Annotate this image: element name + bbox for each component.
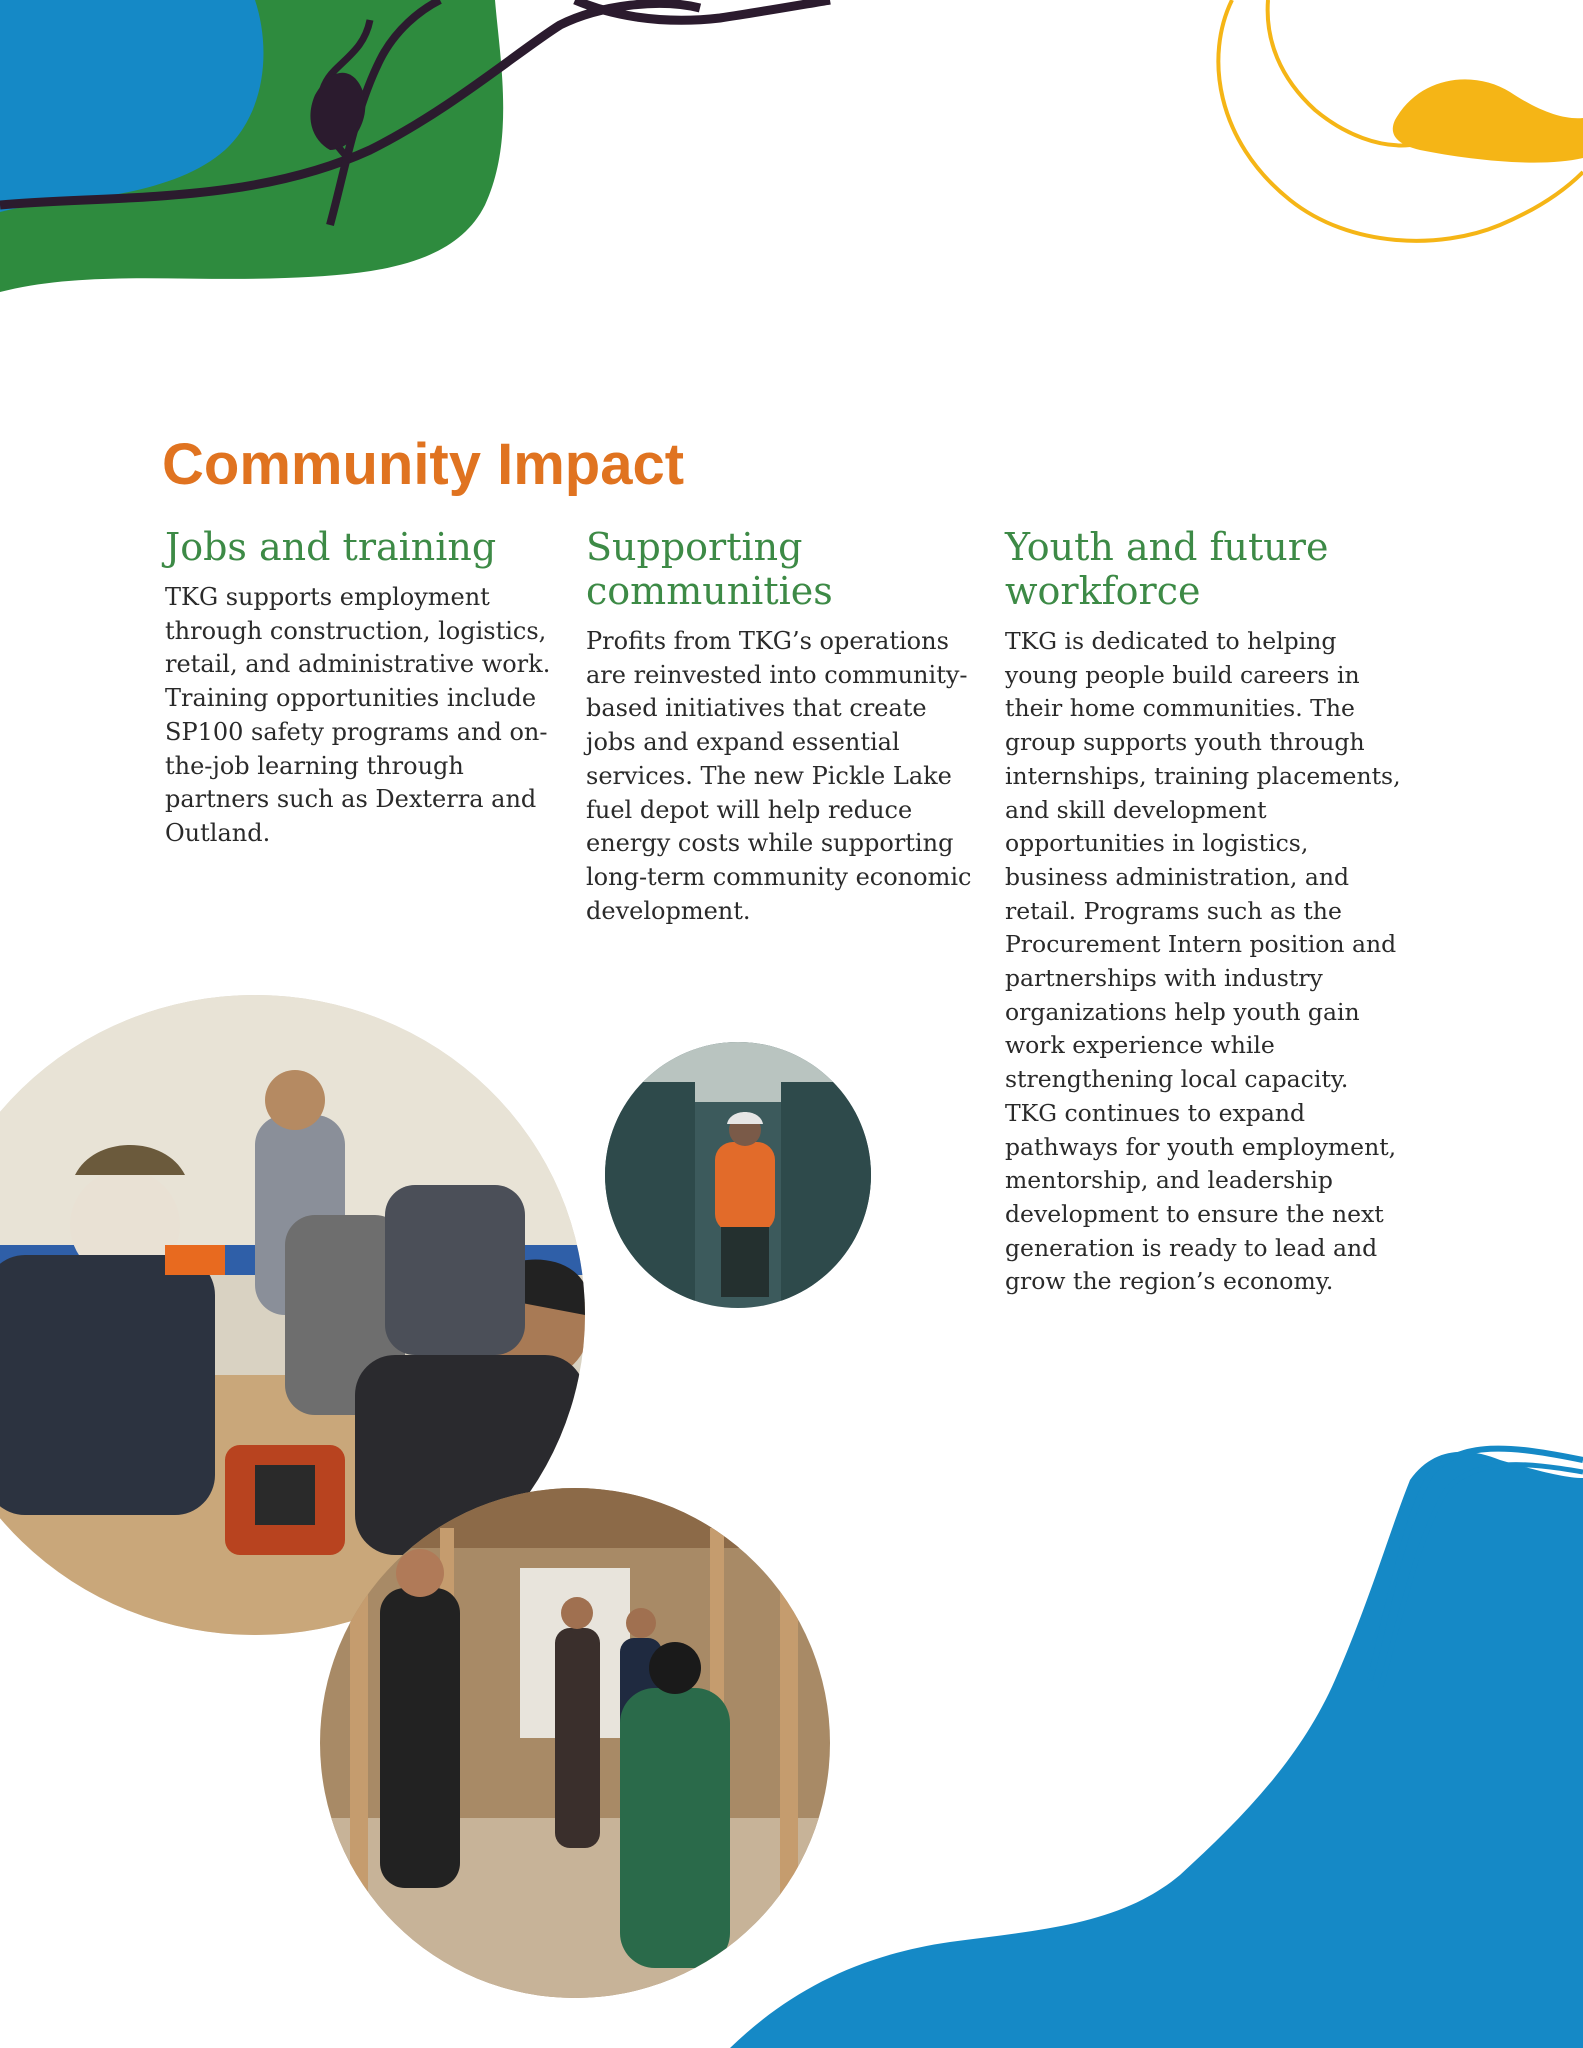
blue-blob-shape [0, 0, 263, 212]
section-body: Profits from TKG’s operations are reinvested into community-based initiatives that create jobs and expand essential services. The new Pickle Lake fuel depot will help reduce energy costs while supporting long-term community economic development. [586, 627, 972, 925]
section-body: TKG supports employment through construction, logistics, retail, and administrative work. Training opportunities include SP100 safety programs and on-the-job learning through partners such as Dexterra and Outland. [165, 583, 551, 847]
yellow-outline-curve [1268, 0, 1410, 145]
dark-leaf-shape [310, 73, 365, 150]
yellow-blob-shape [1393, 79, 1583, 162]
dark-swirl-line [330, 0, 440, 225]
column-youth-workforce [1005, 525, 1405, 1299]
section-heading: Supporting communities [586, 525, 833, 613]
column-jobs-training [165, 525, 565, 851]
blue-wave-line [1370, 1449, 1583, 1680]
dark-swirl-line [321, 20, 370, 160]
section-body: TKG is dedicated to helping young people build careers in their home communities. The group supports youth through internships, training placements, and skill development opportunities in logistics, business administration, and retail. Programs such as the Procurement Intern position and partnerships with industry organizations help youth gain work experience while strengthening local capacity. TKG continues to expand pathways for youth employment, mentorship, and leadership development to ensure the next generation is ready to lead and grow the region’s economy. [1005, 627, 1401, 1296]
dark-swirl-line [575, 0, 830, 20]
blue-wave-shape [730, 1452, 1583, 2048]
section-heading: Jobs and training [165, 525, 497, 569]
blue-wave-line [1380, 1465, 1583, 1690]
dark-swirl-line [0, 3, 700, 205]
column-supporting-communities [586, 525, 976, 928]
yellow-outline-curve [1218, 0, 1583, 241]
construction-framing-tour-photo [320, 1488, 830, 1998]
green-blob-shape [0, 0, 503, 292]
section-heading: Youth and future workforce [1005, 525, 1329, 613]
page-title: Community Impact [162, 432, 685, 497]
worker-safety-vest-photo [605, 1042, 871, 1308]
